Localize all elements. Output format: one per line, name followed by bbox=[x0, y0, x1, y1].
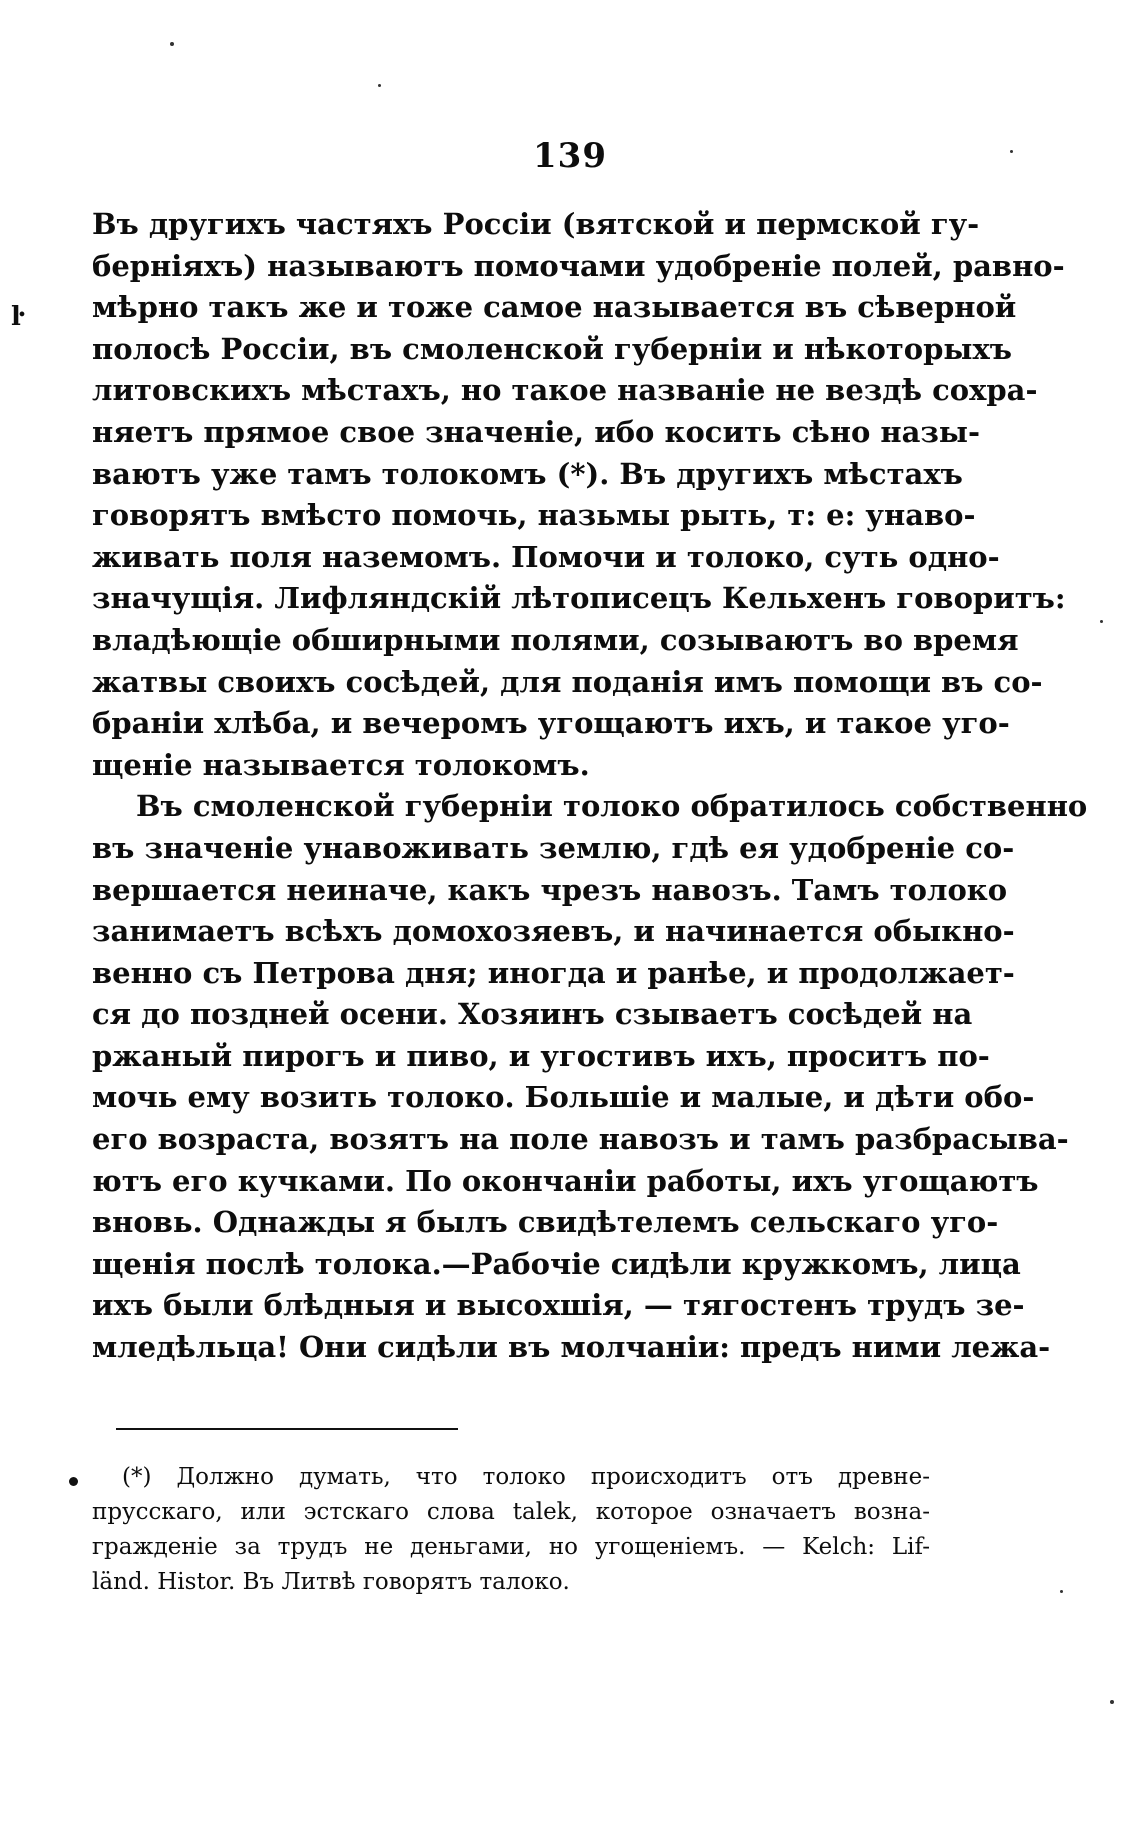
body-line: ваютъ уже тамъ толокомъ (*). Въ другихъ мѣстахъ bbox=[92, 456, 963, 491]
body-line: венно съ Петрова дня; иногда и ранѣе, и продолжает- bbox=[92, 955, 1015, 990]
body-line: ржаный пирогъ и пиво, и угостивъ ихъ, проситъ по- bbox=[92, 1038, 990, 1073]
body-line: владѣющіе обширными полями, созываютъ во время bbox=[92, 622, 1019, 657]
body-line: браніи хлѣба, и вечеромъ угощаютъ ихъ, и такое уго- bbox=[92, 706, 1010, 741]
body-line: полосѣ Россіи, въ смоленской губерніи и нѣкоторыхъ bbox=[92, 331, 1012, 366]
speck bbox=[1060, 1590, 1063, 1593]
body-line: Въ другихъ частяхъ Россіи (вятской и пермской гу- bbox=[92, 207, 980, 241]
footnote-line: länd. Histor. Въ Литвѣ говорятъ талоко. bbox=[92, 1569, 570, 1595]
body-line: ихъ были блѣдныя и высохшія, — тягостенъ трудъ зе- bbox=[92, 1288, 1025, 1323]
body-line: вершается неиначе, какъ чрезъ навозъ. Тамъ толоко bbox=[92, 872, 1008, 907]
body-line: его возраста, возятъ на поле навозъ и тамъ разбрасыва- bbox=[92, 1122, 1069, 1157]
footnote-rule bbox=[116, 1428, 458, 1430]
body-line: литовскихъ мѣстахъ, но такое названіе не вездѣ сохра- bbox=[92, 373, 1038, 408]
speck bbox=[1110, 1700, 1114, 1704]
speck bbox=[1100, 620, 1103, 623]
body-line: берніяхъ) называютъ помочами удобреніе полей, равно- bbox=[92, 248, 1065, 283]
body-line: въ значеніе унавоживать землю, гдѣ ея удобреніе со- bbox=[92, 830, 1015, 865]
body-line: вновь. Однажды я былъ свидѣтелемъ сельскаго уго- bbox=[92, 1205, 999, 1240]
speck bbox=[170, 42, 174, 46]
body-line: щеніе называется толокомъ. bbox=[92, 747, 590, 782]
body-line: занимаетъ всѣхъ домохозяевъ, и начинается обыкно- bbox=[92, 914, 1015, 949]
body-line: живать поля наземомъ. Помочи и толоко, суть одно- bbox=[92, 539, 1000, 574]
speck bbox=[378, 84, 381, 87]
body-line: жатвы своихъ сосѣдей, для поданія имъ помощи въ со- bbox=[92, 664, 1043, 699]
margin-mark: ŀ bbox=[11, 302, 21, 332]
body-line: мледѣльца! Они сидѣли въ молчаніи: предъ ними лежа- bbox=[92, 1330, 1051, 1365]
body-line: мѣрно такъ же и тоже самое называется въ сѣверной bbox=[92, 290, 1017, 325]
speck bbox=[1010, 150, 1013, 153]
body-line: ютъ его кучками. По окончаніи работы, ихъ угощаютъ bbox=[92, 1163, 1039, 1198]
body-text bbox=[92, 204, 1088, 1369]
body-line: няетъ прямое свое значеніе, ибо косить сѣно назы- bbox=[92, 414, 981, 449]
body-line: значущія. Лифляндскій лѣтописецъ Кельхенъ говоритъ: bbox=[92, 581, 1066, 616]
footnote-line: прусскаго, или эстскаго слова talek, которое означаетъ возна- bbox=[92, 1499, 930, 1525]
body-line: говорятъ вмѣсто помочь, назьмы рыть, т: е: унаво- bbox=[92, 498, 976, 533]
footnote-line: (*) Должно думать, что толоко происходитъ отъ древне- bbox=[122, 1464, 930, 1490]
footnote-line: гражденіе за трудъ не деньгами, но угощеніемъ. — Kelch: Lif- bbox=[92, 1534, 930, 1560]
page-number: 139 bbox=[533, 136, 607, 176]
body-line: Въ смоленской губерніи толоко обратилось собственно bbox=[136, 789, 1088, 824]
body-line: ся до поздней осени. Хозяинъ сзываетъ сосѣдей на bbox=[92, 997, 973, 1032]
body-line: мочь ему возить толоко. Большіе и малые, и дѣти обо- bbox=[92, 1080, 1035, 1115]
footnote bbox=[92, 1460, 930, 1600]
bullet-dot bbox=[69, 1477, 78, 1486]
body-line: щенія послѣ толока.—Рабочіе сидѣли кружкомъ, лица bbox=[92, 1246, 1021, 1281]
